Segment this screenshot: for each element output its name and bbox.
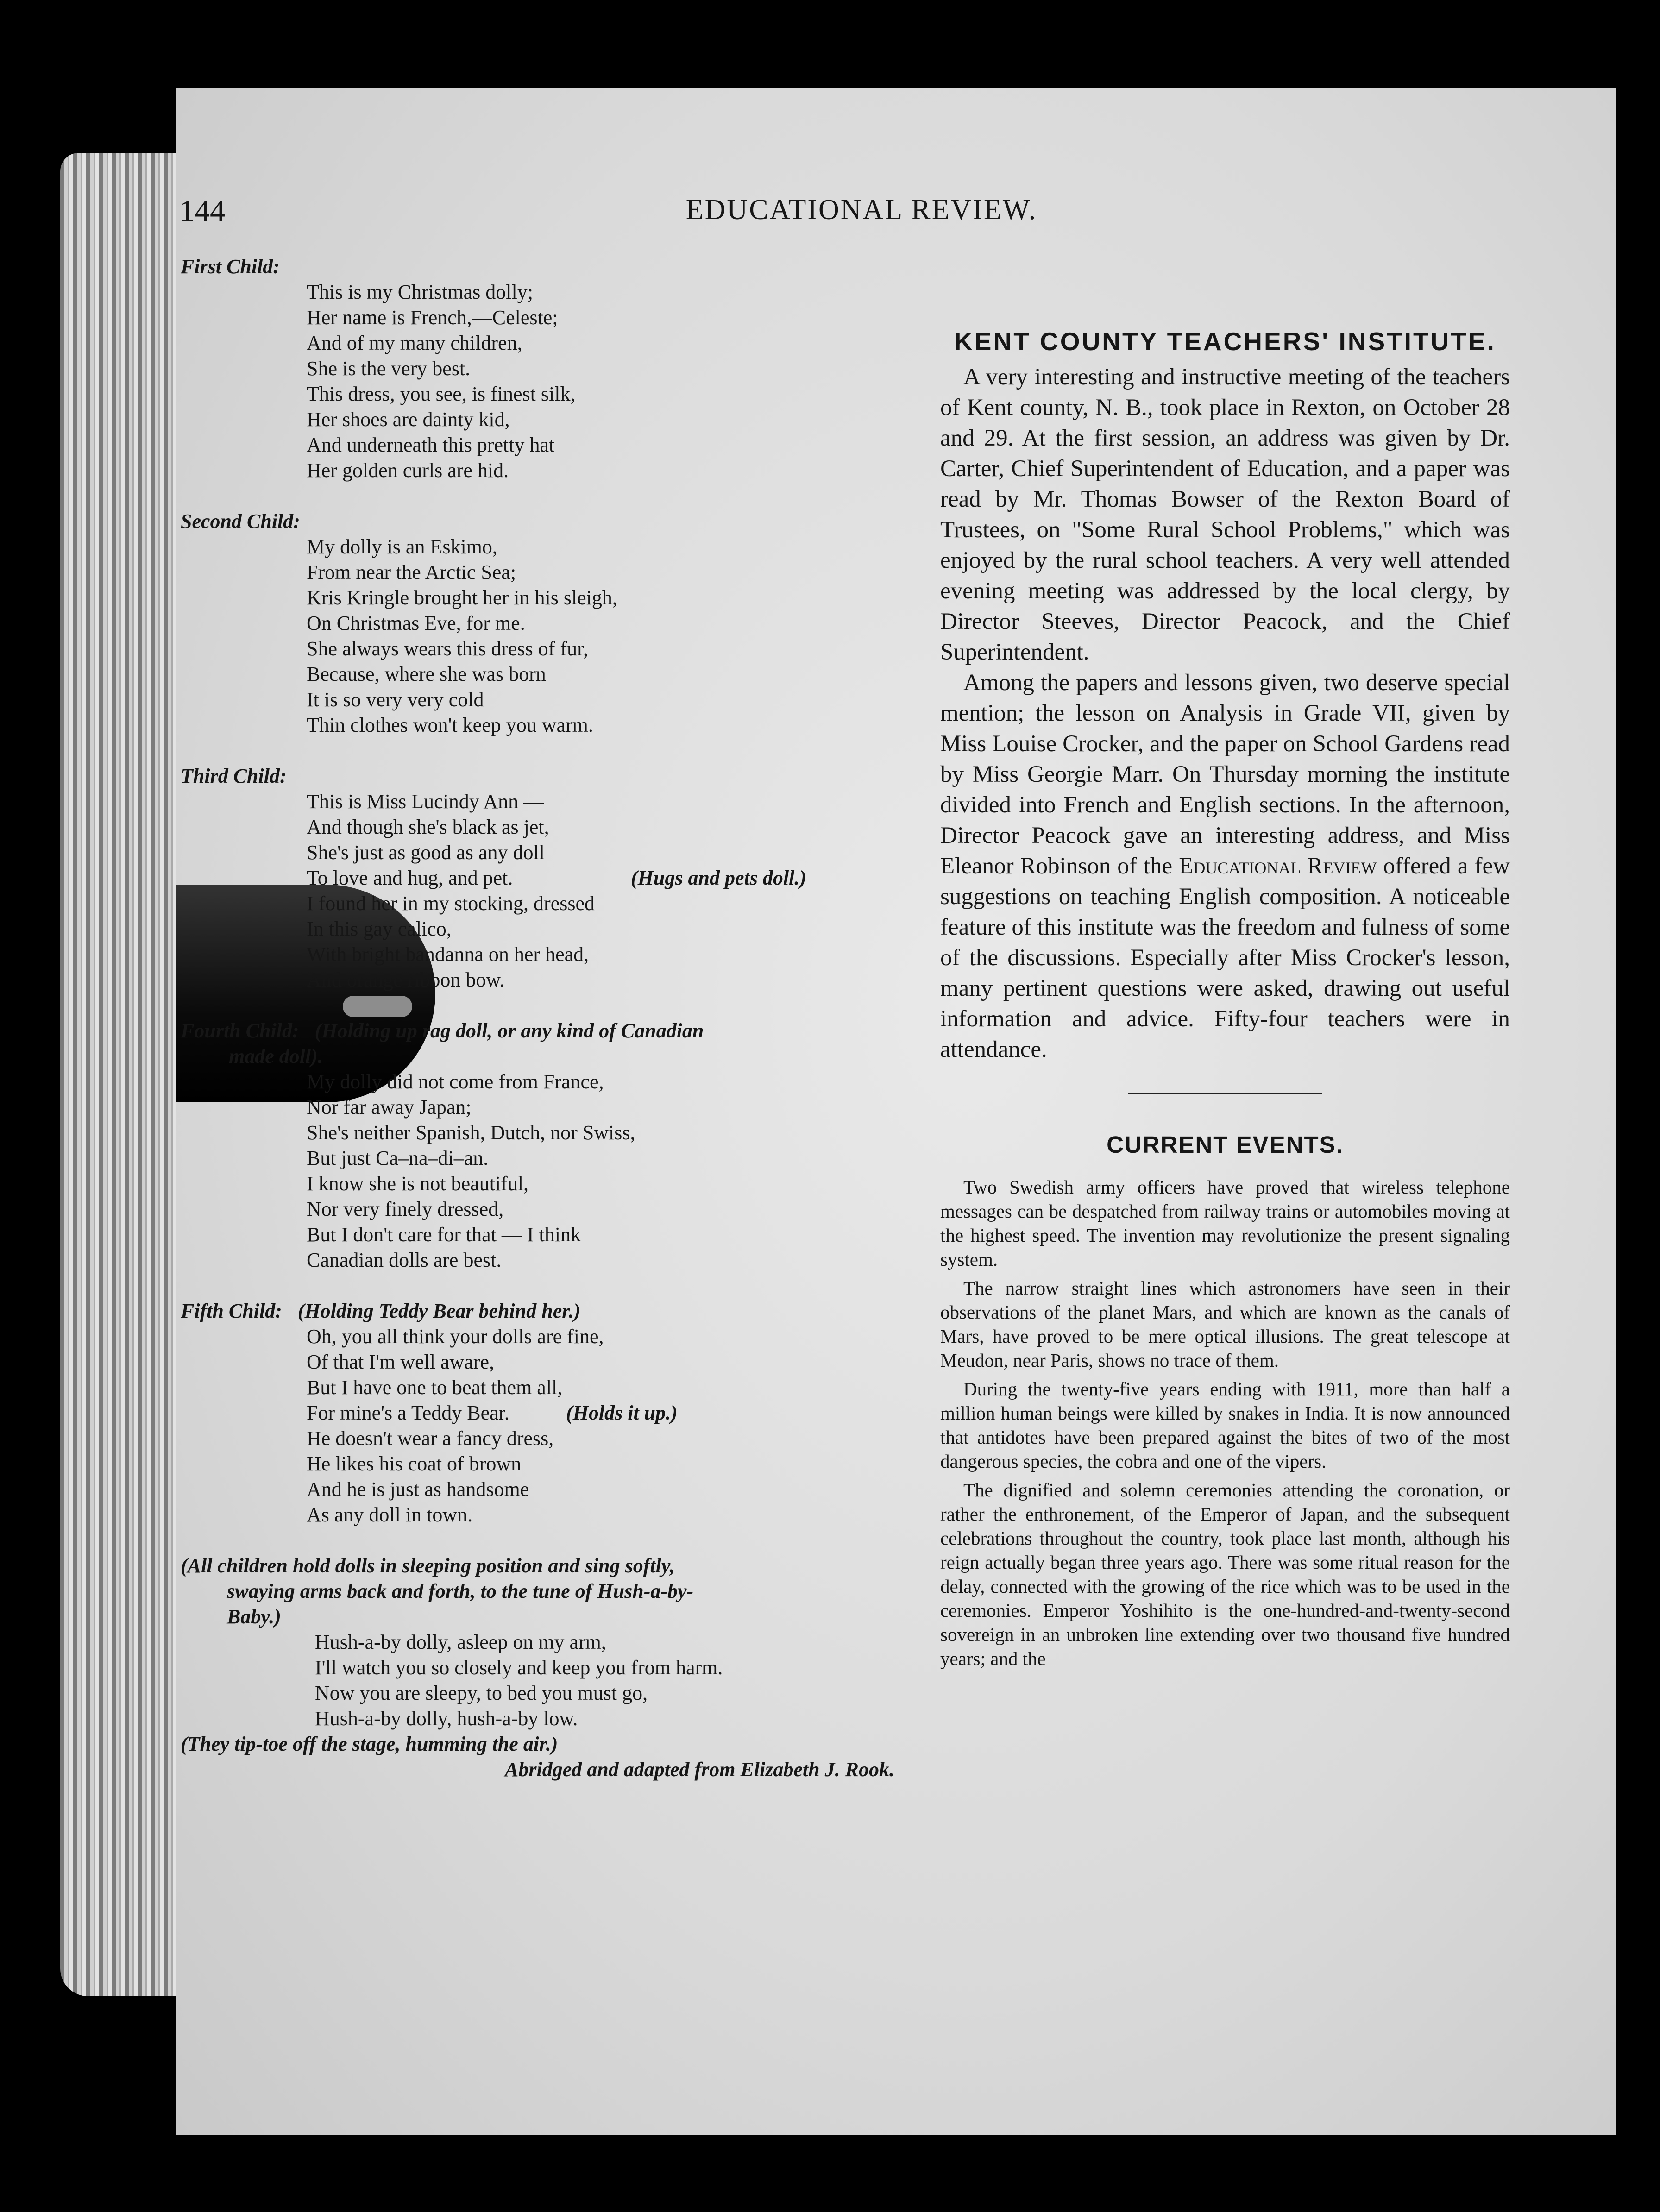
event-paragraph: The narrow straight lines which astronomers have seen in their observations of the planet Mars, and which are known as the canals of Mars, have proved to be mere optical illusions. The great telescope at Meudon, near Paris, shows no trace of them. <box>940 1277 1510 1371</box>
verse-line: Kris Kringle brought her in his sleigh, <box>307 586 617 609</box>
stage-direction: (Holding Teddy Bear behind her.) <box>297 1300 581 1322</box>
direction-line: (All children hold dolls in sleeping position and sing softly, <box>181 1554 675 1577</box>
article-column <box>940 327 1510 1675</box>
event-paragraph: Two Swedish army officers have proved that wireless telephone messages can be despatched from railway trains or automobiles moving at the highest speed. The invention may revolutionize the present signaling system. <box>940 1176 1510 1270</box>
stage-direction-continued: made doll). <box>229 1045 323 1068</box>
journal-name: Educational Review <box>1179 853 1377 879</box>
verse-line: She's neither Spanish, Dutch, nor Swiss, <box>307 1121 635 1144</box>
verse-line: I know she is not beautiful, <box>307 1172 529 1195</box>
verse-line: As any doll in town. <box>307 1503 473 1526</box>
verse-line: In this gay calico, <box>307 917 452 940</box>
verse-line: Canadian dolls are best. <box>307 1249 502 1271</box>
events-heading: CURRENT EVENTS. <box>1107 1131 1344 1158</box>
verse-line: Thin clothes won't keep you warm. <box>307 714 593 736</box>
verse-line: On Christmas Eve, for me. <box>307 612 525 635</box>
verse-line: My dolly is an Eskimo, <box>307 535 497 558</box>
stage-aside: (Hugs and pets doll.) <box>631 867 806 889</box>
verse-line: Because, where she was born <box>307 663 546 685</box>
verse-line: Nor very finely dressed, <box>307 1198 504 1220</box>
verse-line: I found her in my stocking, dressed <box>307 892 595 915</box>
verse-line: It is so very very cold <box>307 688 484 711</box>
verse-line: With bright bandanna on her head, <box>307 943 589 966</box>
page-number: 144 <box>179 194 225 228</box>
verse-line: My dolly did not come from France, <box>307 1070 604 1093</box>
verse-line: He doesn't wear a fancy dress, <box>307 1427 554 1450</box>
paragraph-text: Among the papers and lessons given, two deserve special mention; the lesson on Analysis in Grade VII, given by Miss Louise Crocker, and the paper on School Gardens read by Miss Georgie Marr. On Thursday morning the institute divided into French and English sections. In the afternoon, Director Peacock gave an interesting address, and Miss Eleanor Robinson of the <box>940 670 1510 879</box>
verse-line: This is Miss Lucindy Ann — <box>307 790 544 813</box>
verse-line: And though she's black as jet, <box>307 816 549 838</box>
verse-line: She is the very best. <box>307 357 471 380</box>
event-paragraph: The dignified and solemn ceremonies attending the coronation, or rather the enthronement, of the Emperor of Japan, and the subsequent celebrations throughout the country, took place last month, although his reign actually began three years ago. There was some ritual reason for the delay, connected with the growing of the rice which was to be used in the ceremonies. Emperor Yoshihito is the one-hundred-and-twenty-second sovereign in an unbroken line extending over two thousand five hundred years; and the <box>940 1479 1510 1669</box>
page-edges <box>60 153 181 1996</box>
verse-line: Her golden curls are hid. <box>307 459 509 482</box>
direction-line: swaying arms back and forth, to the tune of Hush-a-by- <box>227 1580 694 1602</box>
speaker-third: Third Child: <box>181 765 287 787</box>
institute-heading: KENT COUNTY TEACHERS' INSTITUTE. <box>954 327 1496 356</box>
institute-paragraph: A very interesting and instructive meeting of the teachers of Kent county, N. B., took place in Rexton, on October 28 and 29. At the first session, an address was given by Dr. Carter, Chief Superintendent of Education, and a paper was read by Mr. Thomas Bowser of the Rexton Board of Trustees, on "Some Rural School Problems," which was enjoyed by the rural school teachers. A very well attended evening meeting was addressed by the local clergy, by Director Steeves, Director Peacock, and the Chief Superintendent. <box>940 364 1510 665</box>
stage-direction-block <box>181 1553 949 1629</box>
speaker-fifth <box>181 1298 949 1324</box>
running-head: EDUCATIONAL REVIEW. <box>685 194 1038 226</box>
verse-line: But I have one to beat them all, <box>307 1376 563 1399</box>
verse-line: And he is just as handsome <box>307 1478 529 1501</box>
verse-line: From near the Arctic Sea; <box>307 561 516 584</box>
verse-line: Her shoes are dainty kid, <box>307 408 510 431</box>
song-line: Hush-a-by dolly, hush-a-by low. <box>315 1707 578 1730</box>
speaker-label: Fourth Child: <box>181 1019 299 1042</box>
paragraph-text: offered a few suggestions on teaching English composition. A noticeable feature of this institute was the freedom and fulness of some of the discussions. Especially after Miss Crocker's lesson, many pertinent questions were asked, drawing out useful information and advice. Fifty-four teachers were in attendance. <box>940 853 1510 1062</box>
verse-fifth <box>181 1324 949 1527</box>
direction-line: Baby.) <box>227 1605 281 1628</box>
verse-line: And orange ribbon bow. <box>307 968 505 991</box>
verse-line: But just Ca–na–di–an. <box>307 1147 489 1169</box>
verse-line: But I don't care for that — I think <box>307 1223 581 1246</box>
lullaby <box>181 1629 949 1731</box>
song-line: Now you are sleepy, to bed you must go, <box>315 1682 648 1704</box>
verse-line: This dress, you see, is finest silk, <box>307 383 576 405</box>
verse-line: She's just as good as any doll <box>307 841 545 864</box>
verse-line-with-aside <box>307 865 949 891</box>
verse-line: And of my many children, <box>307 332 522 354</box>
verse-line: Her name is French,—Celeste; <box>307 306 558 329</box>
speaker-fourth <box>181 1018 949 1043</box>
verse-line: Oh, you all think your dolls are fine, <box>307 1325 604 1348</box>
verse-third <box>181 789 949 993</box>
event-paragraph: During the twenty-five years ending with 1911, more than half a million human beings were killed by snakes in India. It is now announced that antidotes have been prepared against the bites of two of the most dangerous species, the cobra and one of the vipers. <box>940 1378 1510 1472</box>
exit-direction: (They tip-toe off the stage, humming the air.) <box>181 1733 558 1755</box>
verse-line: He likes his coat of brown <box>307 1452 522 1475</box>
verse-line: She always wears this dress of fur, <box>307 637 588 660</box>
verse-line-with-aside <box>307 1400 949 1426</box>
attribution: Abridged and adapted from Elizabeth J. Rook. <box>505 1758 894 1781</box>
verse-line-text: To love and hug, and pet. <box>307 867 513 889</box>
verse-line: Nor far away Japan; <box>307 1096 472 1119</box>
verse-line-text: For mine's a Teddy Bear. <box>307 1401 509 1424</box>
verse-first <box>181 279 949 483</box>
verse-line: Of that I'm well aware, <box>307 1351 494 1373</box>
institute-paragraph <box>940 667 1510 1065</box>
song-line: Hush-a-by dolly, asleep on my arm, <box>315 1631 606 1653</box>
verse-line: This is my Christmas dolly; <box>307 281 533 303</box>
verse-second <box>181 534 949 738</box>
poem-column <box>181 254 949 1782</box>
verse-fourth <box>181 1069 949 1273</box>
stage-aside: (Holds it up.) <box>566 1401 678 1424</box>
verse-line: And underneath this pretty hat <box>307 434 555 456</box>
section-divider <box>1128 1093 1322 1094</box>
speaker-second: Second Child: <box>181 510 300 533</box>
speaker-first: First Child: <box>181 255 280 278</box>
speaker-label: Fifth Child: <box>181 1300 282 1322</box>
stage-direction: (Holding up rag doll, or any kind of Canadian <box>314 1019 704 1042</box>
song-line: I'll watch you so closely and keep you from harm. <box>315 1656 723 1679</box>
